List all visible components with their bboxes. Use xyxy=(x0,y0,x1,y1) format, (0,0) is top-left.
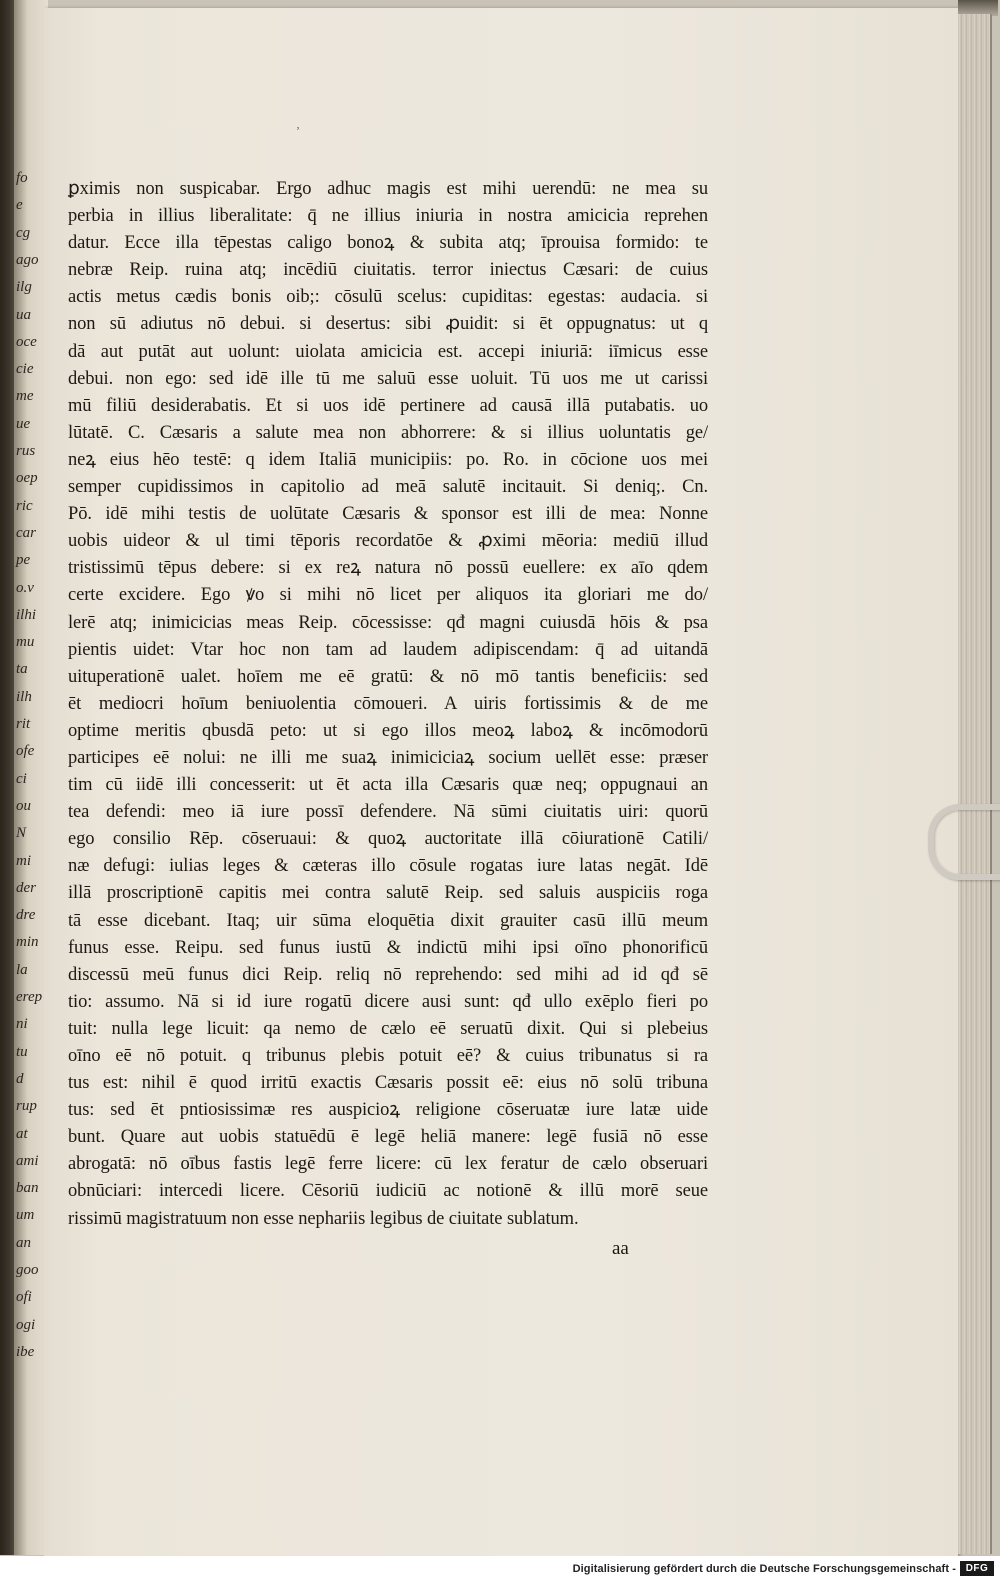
facing-text-fragment: ni xyxy=(16,1016,28,1033)
facing-text-fragment: fo xyxy=(16,170,28,186)
text-line: participes eē nolui: ne illi me suaꝝ inimiciciaꝝ socium uellēt esse: præser xyxy=(68,747,708,768)
facing-text-fragment: at xyxy=(16,1125,28,1142)
facing-text-fragment: ofe xyxy=(16,743,35,760)
facing-text-fragment: rup xyxy=(16,1098,37,1115)
text-line: funus esse. Reipu. sed funus iustū & indictū mihi ipsi oīno phonorificū xyxy=(68,937,708,958)
facing-text-fragment: ric xyxy=(16,497,33,514)
facing-text-fragment: rit xyxy=(16,716,31,732)
facing-text-fragment: ue xyxy=(16,415,31,432)
text-line: neꝝ eius hēo testē: q idem Italiā municipiis: po. Ro. in cōcione uos mei xyxy=(68,449,708,470)
facing-text-fragment: ci xyxy=(16,770,27,787)
facing-text-fragment: ou xyxy=(16,797,31,814)
footer-bar xyxy=(0,1556,1000,1583)
text-line: bunt. Quare aut uobis statuēdū ē legē heliā manere: legē fusiā nō esse xyxy=(68,1127,708,1148)
text-line: nebræ Reip. ruina atq; incēdiū ciuitatis. terror iniectus Cæsari: de cuius xyxy=(68,260,708,281)
dfg-logo: DFG xyxy=(960,1561,994,1576)
facing-text-fragment: ilg xyxy=(16,279,32,296)
facing-text-fragment: mu xyxy=(16,634,35,651)
facing-text-fragment: mi xyxy=(16,852,31,869)
facing-text-fragment: um xyxy=(16,1207,35,1224)
footer-credit: Digitalisierung gefördert durch die Deutsche Forschungsgemeinschaft - xyxy=(572,1563,956,1575)
facing-text-fragment: la xyxy=(16,961,28,978)
text-line: lūtatē. C. Cæsaris a salute mea non abhorrere: & si illius uoluntatis ge/ xyxy=(68,422,708,443)
text-line: ego consilio Rēp. cōseruaui: & quoꝝ auctoritate illā cōiurationē Catili/ xyxy=(68,829,708,850)
facing-text-fragment: d xyxy=(16,1070,24,1087)
facing-text-fragment: der xyxy=(16,879,36,896)
text-line: illā proscriptionē capitis mei contra salutē Reip. sed saluis auspiciis roga xyxy=(68,883,708,904)
page-clip xyxy=(928,804,1000,880)
text-line: debui. non ego: sed idē ille tū me saluū esse uoluit. Tū uos me ut carissi xyxy=(68,368,708,389)
text-line: certe excidere. Ego ꝟo si mihi nō licet per aliquos ita gloriari me do/ xyxy=(68,585,708,606)
facing-text-fragment: an xyxy=(16,1234,31,1251)
text-line: tus est: nihil ē quod irritū exactis Cæsaris possit eē: eius nō solū tribuna xyxy=(68,1073,708,1094)
text-line: tus: sed ēt pntiosissimæ res auspicioꝝ religione cōseruatæ iure latæ uide xyxy=(68,1100,708,1121)
facing-text-fragment: ogi xyxy=(16,1316,36,1333)
facing-text-fragment: cie xyxy=(16,361,34,378)
facing-text-fragment: cg xyxy=(16,224,31,241)
facing-text-fragment: min xyxy=(16,934,39,951)
text-line: semper cupidissimos in capitolio ad meā salutē incitauit. Si deniq;. Cn. xyxy=(68,477,708,498)
text-line: uituperationē ualet. hoīem me eē gratū: & nō mō tantis beneficiis: sed xyxy=(68,666,708,687)
facing-text-fragment: ilh xyxy=(16,688,32,705)
text-line: tea defendi: meo iā iure possī defendere. Nā sūmi ciuitatis uiri: quorū xyxy=(68,802,708,823)
facing-text-fragment: ibe xyxy=(16,1343,35,1360)
text-line: datur. Ecce illa tēpestas caligo bonoꝝ & subita atq; īprouisa formido: te xyxy=(68,233,708,254)
facing-text-fragment: oce xyxy=(16,333,37,350)
text-line: ēt mediocri hoīum beniuolentia cōmoueri. A uiris fortissimis & de me xyxy=(68,693,708,714)
facing-text-fragment: o.v xyxy=(16,579,34,596)
facing-text-fragment: ami xyxy=(16,1152,39,1169)
facing-text-fragment: ilhi xyxy=(16,606,37,623)
facing-text-fragment: pe xyxy=(16,552,31,569)
text-line: pientis uidet: Vtar hoc non tam ad laudem adipiscendam: q̄ ad uitandā xyxy=(68,639,708,660)
facing-text-fragment: ta xyxy=(16,661,28,678)
facing-text-fragment: erep xyxy=(16,989,43,1005)
text-line: tā esse dicebant. Itaq; uir sūma eloquētia dixit grauiter casū illū meum xyxy=(68,910,708,931)
text-line: obnūciari: intercedi licere. Cēsoriū iudiciū ac notionē & illū morē seue xyxy=(68,1181,708,1202)
text-line: lerē atq; inimicicias meas Reip. cōcessisse: qđ magni cuiusdā hōis & psa xyxy=(68,612,708,633)
signature-mark: aa xyxy=(612,1238,629,1259)
facing-text-fragment: ago xyxy=(16,251,39,268)
facing-text-fragment: e xyxy=(16,197,23,214)
text-line: ꝑximis non suspicabar. Ergo adhuc magis est mihi uerendū: ne mea su xyxy=(68,179,708,199)
text-line: tuit: nulla lege licuit: qa nemo de cælo eē seruatū dixit. Qui si plebeius xyxy=(68,1018,708,1039)
text-line: dā aut putāt aut uolunt: uiolata amicicia est. accepi iniuriā: iīmicus esse xyxy=(68,341,708,362)
facing-text-fragment: me xyxy=(16,388,34,405)
folio-mark: ʼ xyxy=(296,124,300,138)
text-line: uobis uideor & ul timi tēporis recordatōe & ꝓximi mēoria: mediū illud xyxy=(68,531,708,552)
text-line: tio: assumo. Nā si id iure rogatū dicere ausi sunt: qđ ullo exēplo fieri po xyxy=(68,991,708,1012)
facing-text-fragment: dre xyxy=(16,907,36,924)
facing-page-sliver xyxy=(14,0,48,1555)
text-line: perbia in illius liberalitate: q̄ ne illius iniuria in nostra amicicia reprehen xyxy=(68,206,708,227)
facing-text-fragment: tu xyxy=(16,1043,28,1060)
text-line: mū filiū desiderabatis. Et si uos idē pertinere ad causā illā putabatis. uo xyxy=(68,395,708,416)
facing-text-fragment: goo xyxy=(16,1262,39,1278)
facing-text-fragment: car xyxy=(16,524,36,541)
text-line: oīno eē nō potuit. q tribunus plebis potuit eē? & cuius tribunatus si ra xyxy=(68,1046,708,1066)
text-line: non sū adiutus nō debui. si desertus: sibi ꝓuidit: si ēt oppugnatus: ut q xyxy=(68,314,708,335)
facing-text-fragment: oep xyxy=(16,470,38,487)
text-line: tristissimū tēpus debere: si ex reꝝ natura nō possū euellere: ex aīo qdem xyxy=(68,558,708,579)
text-line: tim cū iidē illi concesserit: ut ēt acta illa Cæsaris quæ neq; oppugnaui an xyxy=(68,775,708,796)
facing-text-fragment: ua xyxy=(16,306,31,323)
text-line: abrogatā: nō oībus fastis legē ferre licere: cū lex feratur de cælo obseruari xyxy=(68,1154,708,1175)
facing-text-fragment: N xyxy=(16,825,27,842)
page-text xyxy=(68,176,708,1233)
text-line: Pō. idē mihi testis de uolūtate Cæsaris & sponsor est illi de mea: Nonne xyxy=(68,504,708,525)
facing-text-fragment: ofi xyxy=(16,1289,32,1306)
facing-text-fragment: rus xyxy=(16,443,36,459)
text-line: næ defugi: iulias leges & cæteras illo cōsule rogatas iure latas negāt. Idē xyxy=(68,856,708,877)
text-line: rissimū magistratuum non esse nephariis legibus de ciuitate sublatum. xyxy=(68,1208,579,1229)
text-line: discessū meū funus dici Reip. reliq nō reprehendo: sed mihi ad id qđ sē xyxy=(68,964,708,985)
page-edges xyxy=(958,14,992,1554)
text-line: optime meritis qbusdā peto: ut si ego illos meoꝝ laboꝝ & incōmodorū xyxy=(68,720,708,741)
text-line: actis metus cædis bonis oib;: cōsulū scelus: cupiditas: egestas: audacia. si xyxy=(68,287,708,308)
facing-text-fragment: ban xyxy=(16,1180,39,1197)
